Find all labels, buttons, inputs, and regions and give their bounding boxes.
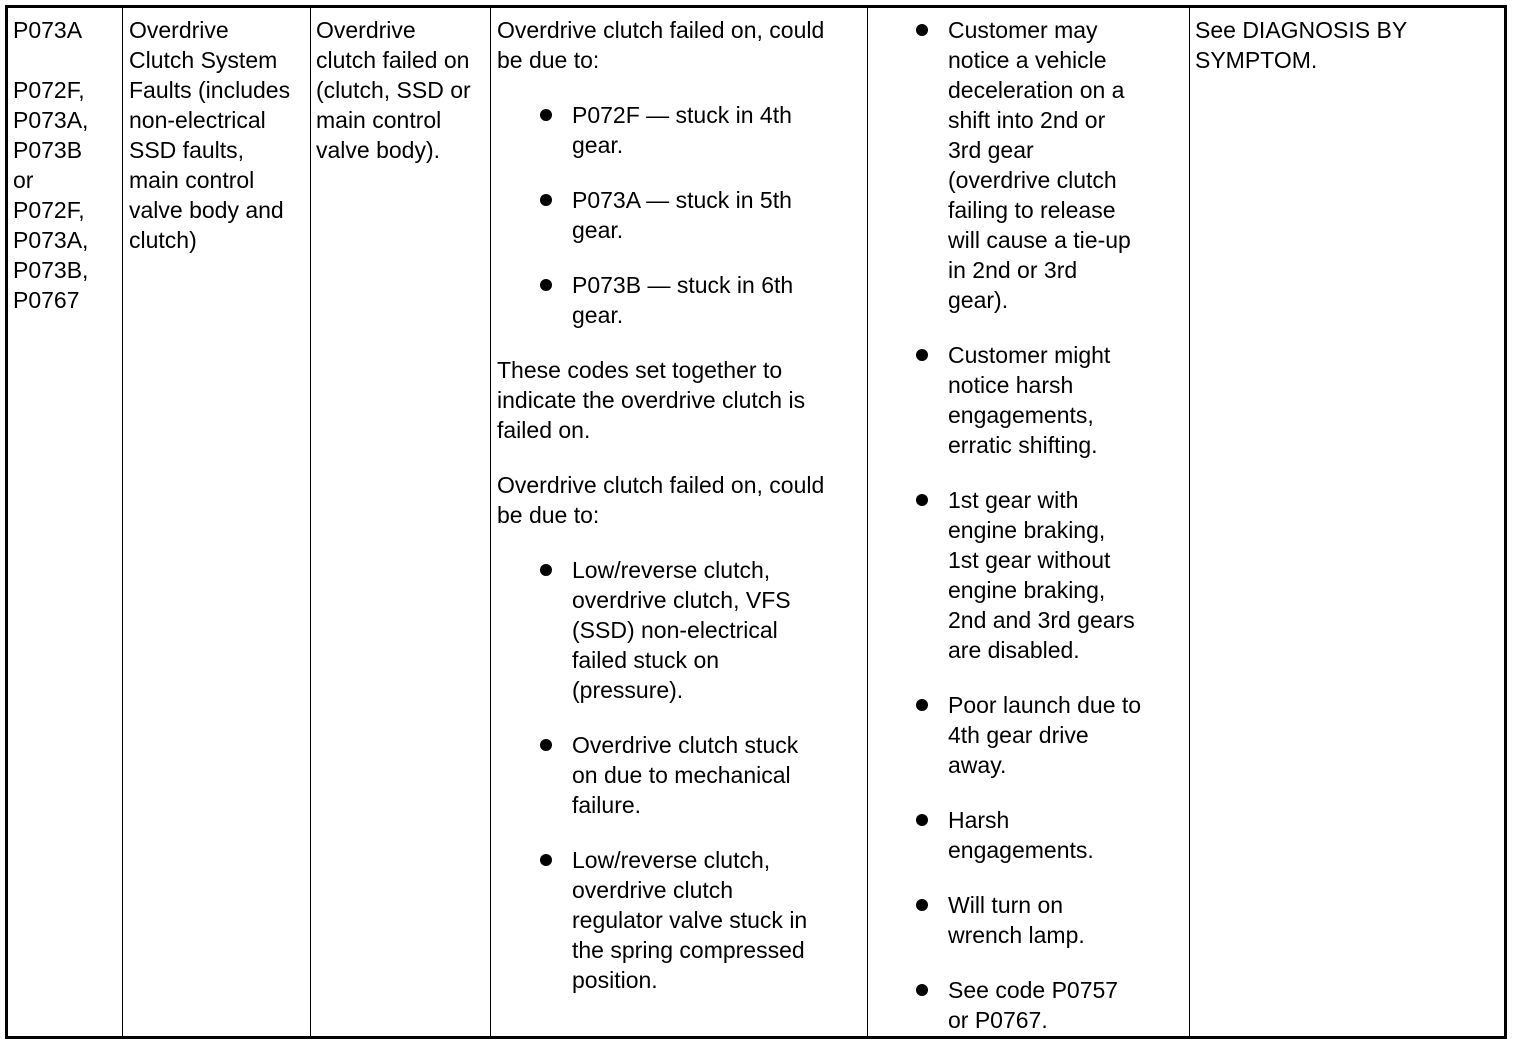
bullet-icon <box>916 899 928 911</box>
cause-item-text: Low/reverse clutch, overdrive clutch regulator valve stuck in the spring compressed position. <box>572 847 808 993</box>
stuck-item-text: P072F — stuck in 4th gear. <box>572 102 792 158</box>
list-item <box>540 270 793 330</box>
cause-item-text: Low/reverse clutch, overdrive clutch, VFS (SSD) non-electrical failed stuck on (pressure). <box>572 557 791 703</box>
symptom-text: Poor launch due to 4th gear drive away. <box>948 692 1142 778</box>
symptom-text: 1st gear with engine braking, 1st gear without engine braking, 2nd and 3rd gears are disabled. <box>948 487 1135 663</box>
col-possible-causes <box>491 8 868 1036</box>
causes-intro-2: Overdrive clutch failed on, could be due to: <box>497 472 825 528</box>
causes-intro: Overdrive clutch failed on, could be due to: <box>497 17 825 73</box>
bullet-icon <box>540 279 552 291</box>
bullet-icon <box>540 194 552 206</box>
fault-description: Overdrive Clutch System Faults (includes non-electrical SSD faults, main control valve body and clutch) <box>129 17 291 253</box>
bullet-icon <box>540 739 552 751</box>
symptom-text: Will turn on wrench lamp. <box>948 892 1085 948</box>
primary-code: P073A <box>13 17 83 43</box>
cause-item-text: Overdrive clutch stuck on due to mechanical failure. <box>572 732 799 818</box>
list-item <box>540 100 792 160</box>
list-item <box>540 845 807 995</box>
col-condition <box>311 8 491 1036</box>
related-codes: P072F, P073A, P073B or P072F, P073A, P073B, P0767 <box>13 77 89 313</box>
dtc-table <box>5 5 1507 1039</box>
bullet-icon <box>916 494 928 506</box>
action-text: See DIAGNOSIS BY SYMPTOM. <box>1195 17 1408 73</box>
list-item <box>916 805 1094 865</box>
list-item <box>916 975 1118 1035</box>
symptom-text: Customer may notice a vehicle deceleration on a shift into 2nd or 3rd gear (overdrive clutch failing to release will cause a tie-up in 2nd or 3rd gear). <box>948 17 1131 313</box>
symptom-text: See code P0757 or P0767. <box>948 977 1119 1033</box>
bullet-icon <box>916 24 928 36</box>
codes-together-note: These codes set together to indicate the overdrive clutch is failed on. <box>497 357 806 443</box>
list-item <box>540 730 798 820</box>
fault-condition: Overdrive clutch failed on (clutch, SSD or main control valve body). <box>316 17 471 163</box>
stuck-item-text: P073A — stuck in 5th gear. <box>572 187 792 243</box>
bullet-icon <box>540 564 552 576</box>
col-action <box>1190 8 1504 1036</box>
list-item <box>916 690 1141 780</box>
bullet-icon <box>916 699 928 711</box>
list-item <box>540 185 792 245</box>
list-item <box>540 555 791 705</box>
list-item <box>916 15 1131 315</box>
list-item <box>916 340 1110 460</box>
list-item <box>916 485 1135 665</box>
symptom-text: Harsh engagements. <box>948 807 1094 863</box>
col-symptoms <box>868 8 1190 1036</box>
bullet-icon <box>540 109 552 121</box>
bullet-icon <box>916 349 928 361</box>
col-dtc-codes <box>8 8 123 1036</box>
col-description <box>123 8 311 1036</box>
list-item <box>916 890 1085 950</box>
symptom-text: Customer might notice harsh engagements, erratic shifting. <box>948 342 1111 458</box>
bullet-icon <box>540 854 552 866</box>
bullet-icon <box>916 814 928 826</box>
bullet-icon <box>916 984 928 996</box>
stuck-item-text: P073B — stuck in 6th gear. <box>572 272 794 328</box>
